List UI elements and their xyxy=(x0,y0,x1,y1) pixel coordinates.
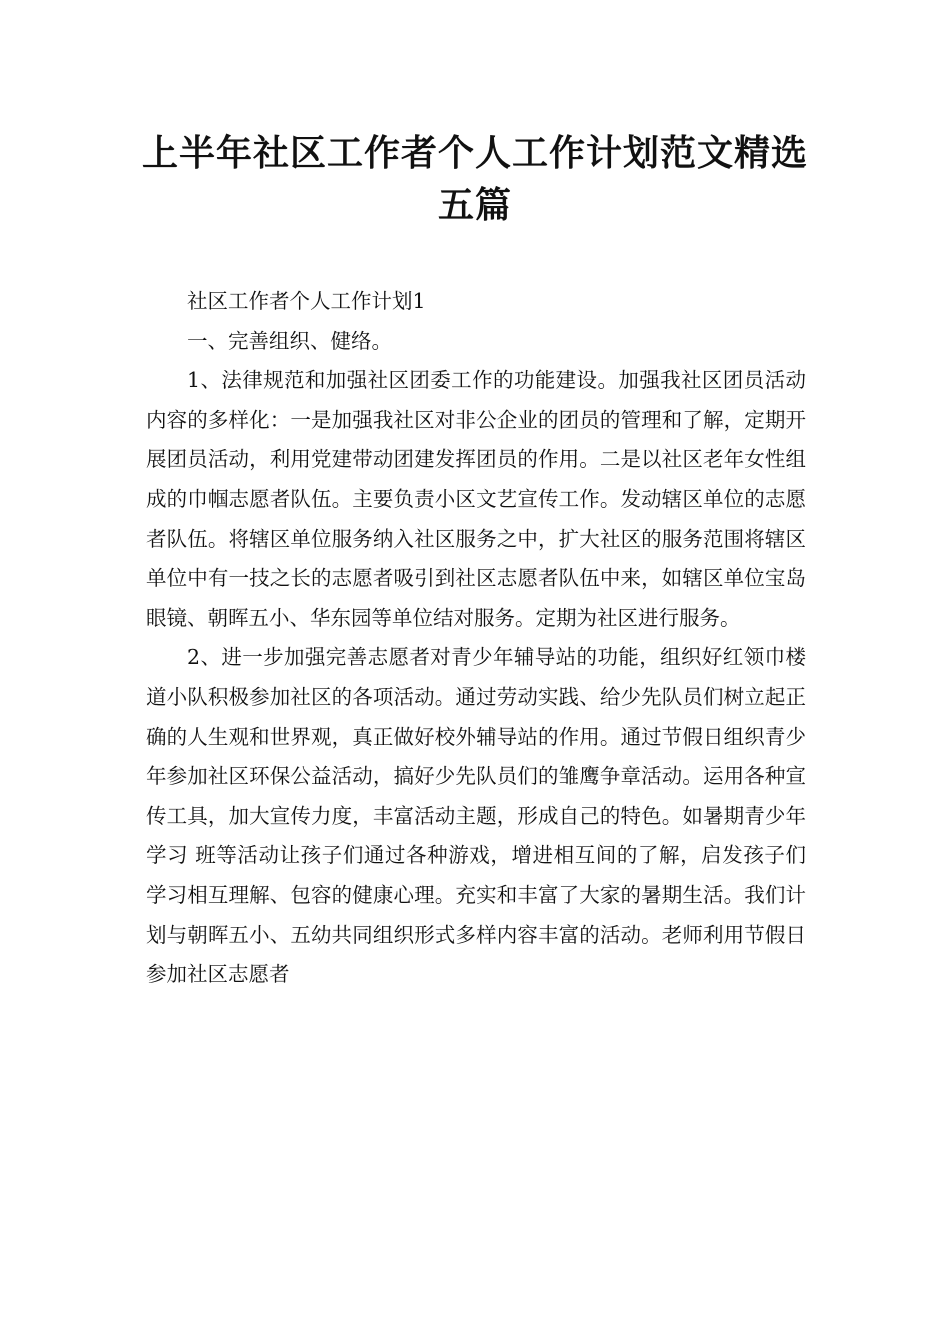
subsection-heading: 一、完善组织、健络。 xyxy=(187,328,392,353)
body-paragraph: 2、进一步加强完善志愿者对青少年辅导站的功能，组织好红领巾楼道小队积极参加社区的各项活动。通过劳动实践、给少先队员们树立起正确的人生观和世界观，真正做好校外辅导站的作用。通过节假日组织青少年参加社区环保公益活动，搞好少先队员们的雏鹰争章活动。运用各种宣传工具，加大宣传力度，丰富活动主题，形成自己的特色。如暑期青少年学习 班等活动让孩子们通过各种游戏，增进相互间的了解，启发孩子们学习相互理解、包容的健康心理。充实和丰富了大家的暑期生活。我们计划与朝晖五小、五幼共同组织形式多样内容丰富的活动。老师利用节假日参加社区志愿者 xyxy=(146,645,806,987)
section-heading: 社区工作者个人工作计划1 xyxy=(187,289,426,313)
document-title: 上半年社区工作者个人工作计划范文精选五篇 xyxy=(141,133,808,226)
document-body xyxy=(146,282,806,995)
body-paragraph: 1、法律规范和加强社区团委工作的功能建设。加强我社区团员活动内容的多样化：一是加强我社区对非公企业的团员的管理和了解，定期开展团员活动，利用党建带动团建发挥团员的作用。二是以社区老年女性组成的巾帼志愿者队伍。主要负责小区文艺宣传工作。发动辖区单位的志愿者队伍。将辖区单位服务纳入社区服务之中，扩大社区的服务范围将辖区单位中有一技之长的志愿者吸引到社区志愿者队伍中来，如辖区单位宝岛眼镜、朝晖五小、华东园等单位结对服务。定期为社区进行服务。 xyxy=(146,368,806,630)
